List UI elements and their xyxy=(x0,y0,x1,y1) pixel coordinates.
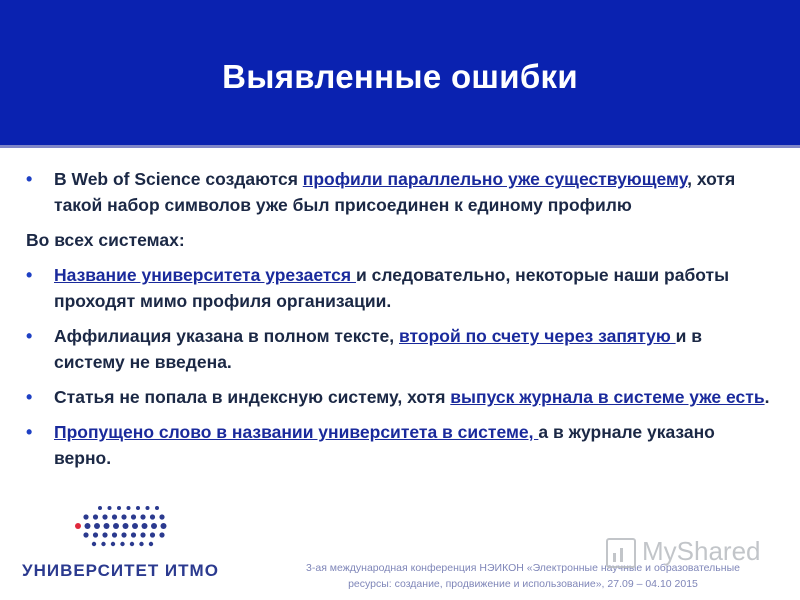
logo-dot xyxy=(75,523,81,529)
underlined-text: Пропущено слово в названии университета в системе, xyxy=(54,422,539,442)
watermark-text: MyShared xyxy=(642,536,761,566)
logo-dot xyxy=(142,523,148,529)
bullet-icon: • xyxy=(26,326,33,346)
logo-dot xyxy=(93,532,98,537)
bullet-item xyxy=(26,262,776,314)
logo-dot xyxy=(139,542,143,546)
logo-dot xyxy=(83,532,88,537)
footer-line-2: ресурсы: создание, продвижение и использование», 27.09 – 04.10 2015 xyxy=(348,578,698,590)
text-span: В Web of Science создаются xyxy=(54,169,303,189)
logo-dot xyxy=(121,532,126,537)
text-span: Аффилиация указана в полном тексте, xyxy=(54,326,400,346)
logo-dot xyxy=(85,523,91,529)
logo-dot xyxy=(132,523,138,529)
logo-dot xyxy=(94,523,100,529)
logo-text: УНИВЕРСИТЕТ ИТМО xyxy=(22,561,219,580)
logo-dot xyxy=(131,532,136,537)
logo-dot xyxy=(112,532,117,537)
underlined-text: второй по счету через запятую xyxy=(399,326,676,346)
chart-icon xyxy=(606,538,636,568)
logo-dot xyxy=(127,506,131,510)
logo-dot xyxy=(93,514,98,519)
logo-dot xyxy=(117,506,121,510)
logo-dot xyxy=(151,523,157,529)
underlined-text: профили параллельно уже существующему xyxy=(302,169,688,189)
logo-dot xyxy=(121,514,126,519)
section-label xyxy=(26,227,776,253)
bullet-icon: • xyxy=(26,422,33,442)
slide-body xyxy=(26,166,776,480)
bullet-icon: • xyxy=(26,169,33,189)
logo-dot xyxy=(120,542,124,546)
bullet-item xyxy=(26,384,776,410)
logo-dot xyxy=(150,514,155,519)
logo-dot xyxy=(159,532,164,537)
logo-dot xyxy=(112,514,117,519)
logo-dot xyxy=(108,506,112,510)
text-span: . xyxy=(764,387,770,407)
logo-dot xyxy=(92,542,96,546)
text-span: и в систему не введена. xyxy=(54,326,703,372)
bullet-item xyxy=(26,166,776,218)
logo-dot xyxy=(98,506,102,510)
bullet-icon: • xyxy=(26,387,33,407)
logo-dot xyxy=(104,523,110,529)
text-span: , хотя такой набор символов уже был присоединен к единому профилю xyxy=(54,169,736,215)
logo-dot xyxy=(136,506,140,510)
logo-dot xyxy=(155,506,159,510)
logo-dot xyxy=(161,523,167,529)
logo-dot xyxy=(102,514,107,519)
text-span: Статья не попала в индексную систему, хотя xyxy=(54,387,451,407)
header-band xyxy=(0,0,800,148)
bullet-item xyxy=(26,323,776,375)
text-span: и следовательно, некоторые наши работы проходят мимо профиля организации. xyxy=(54,265,730,311)
logo-dot xyxy=(140,532,145,537)
bullet-item xyxy=(26,419,776,471)
footer-line-1: 3-ая международная конференция НЭИКОН «Электронные научные и образовательные xyxy=(306,562,740,574)
logo-dot xyxy=(111,542,115,546)
logo-dot xyxy=(102,532,107,537)
logo-dot xyxy=(159,514,164,519)
logo-dot xyxy=(113,523,119,529)
text-span: Во всех системах: xyxy=(26,230,185,250)
text-span: а в журнале указано верно. xyxy=(54,422,715,468)
logo-dot xyxy=(83,514,88,519)
logo-dot xyxy=(101,542,105,546)
logo-dot xyxy=(146,506,150,510)
bullet-icon: • xyxy=(26,265,33,285)
logo-dot xyxy=(149,542,153,546)
underlined-text: Название университета урезается xyxy=(54,265,356,285)
logo-dot xyxy=(131,514,136,519)
logo-dot xyxy=(130,542,134,546)
watermark xyxy=(606,536,761,568)
logo-dot xyxy=(140,514,145,519)
logo-dot xyxy=(150,532,155,537)
slide-title: Выявленные ошибки xyxy=(222,58,578,95)
logo-dot xyxy=(123,523,129,529)
underlined-text: выпуск журнала в системе уже есть xyxy=(450,387,765,407)
